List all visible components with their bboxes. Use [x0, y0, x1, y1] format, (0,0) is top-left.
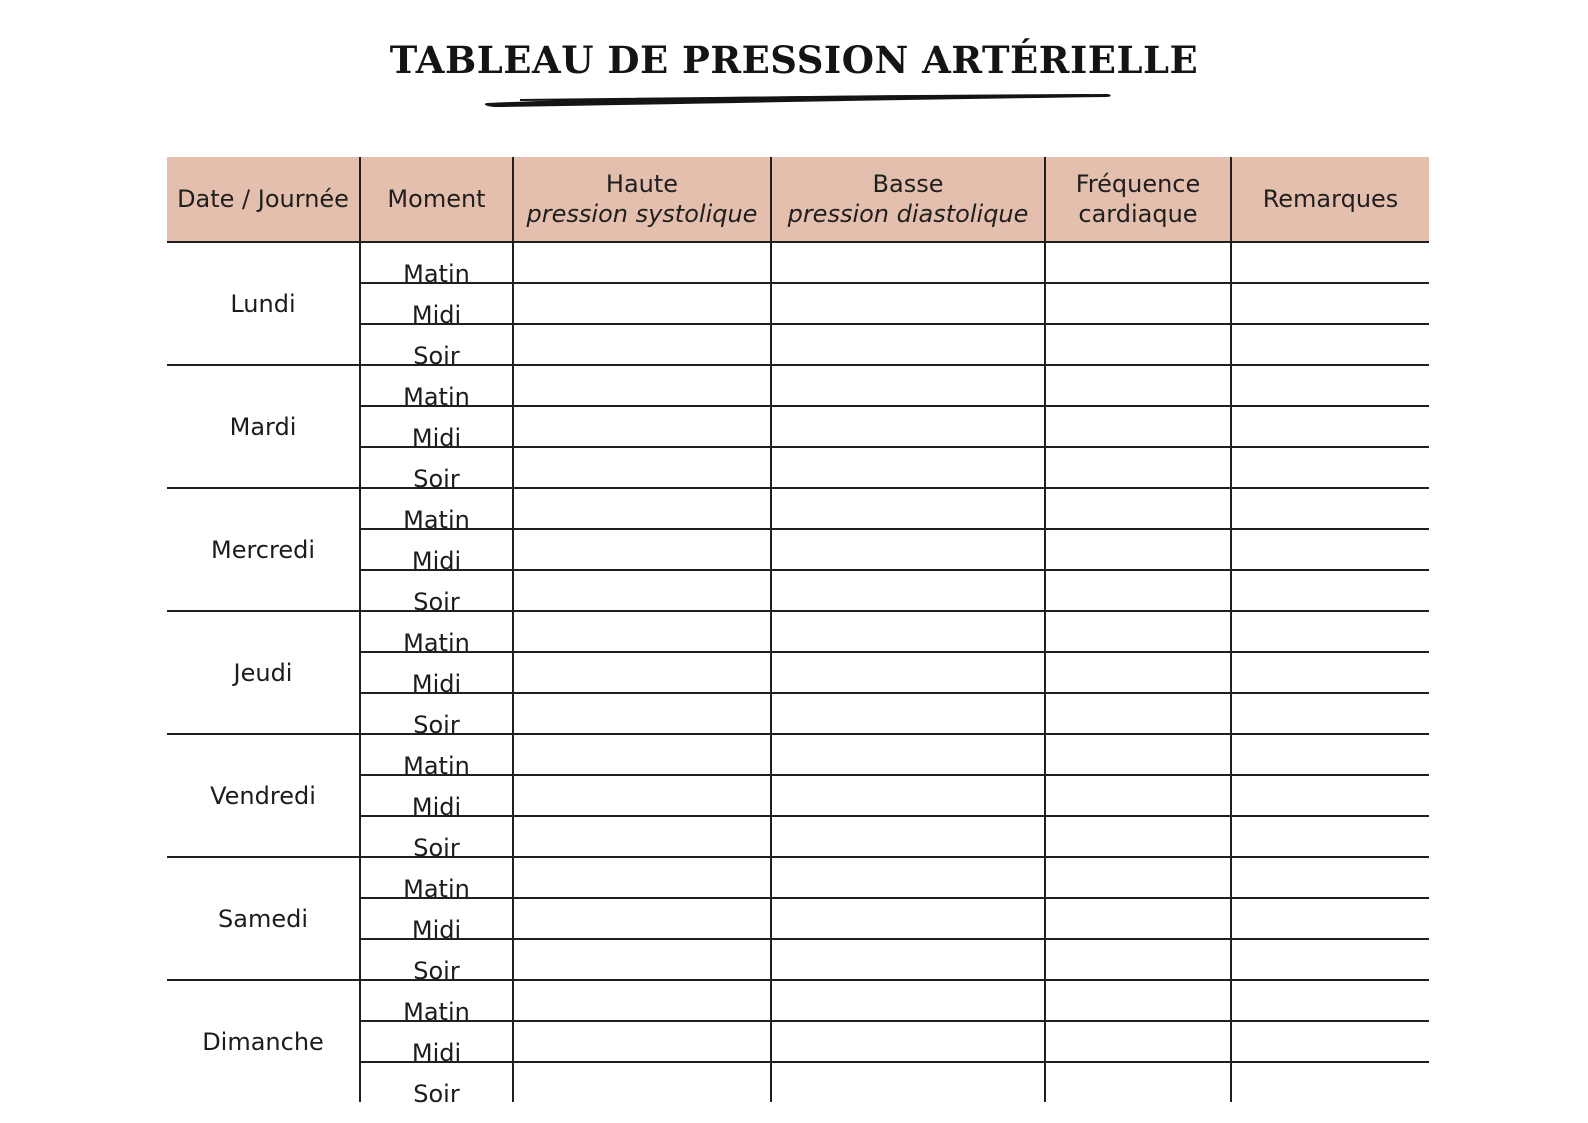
remarques-entry-cell[interactable]: [1231, 406, 1429, 447]
haute-entry-cell[interactable]: [513, 529, 771, 570]
column-header-basse-label: Basse: [872, 170, 944, 198]
remarques-entry-cell[interactable]: [1231, 529, 1429, 570]
frequence-entry-cell[interactable]: [1045, 816, 1231, 857]
basse-entry-cell[interactable]: [771, 242, 1045, 283]
moment-cell: [360, 447, 513, 493]
page-title: TABLEAU DE PRESSION ARTÉRIELLE: [389, 38, 1199, 82]
day-label: Jeudi: [233, 658, 293, 687]
haute-entry-cell[interactable]: [513, 898, 771, 939]
moment-cell: [360, 611, 513, 657]
frequence-entry-cell[interactable]: [1045, 939, 1231, 980]
haute-entry-cell[interactable]: [513, 939, 771, 980]
frequence-entry-cell[interactable]: [1045, 652, 1231, 693]
day-cell: [167, 488, 360, 611]
moment-label: Matin: [403, 260, 470, 288]
haute-entry-cell[interactable]: [513, 242, 771, 283]
remarques-entry-cell[interactable]: [1231, 242, 1429, 283]
basse-entry-cell[interactable]: [771, 775, 1045, 816]
blood-pressure-table: [167, 157, 1429, 1108]
table-header-row: [167, 157, 1429, 242]
moment-label: Midi: [411, 1039, 462, 1067]
remarques-entry-cell[interactable]: [1231, 488, 1429, 529]
day-label: Mercredi: [210, 535, 315, 564]
moment-label: Soir: [413, 834, 460, 862]
moment-cell: [360, 816, 513, 862]
basse-entry-cell[interactable]: [771, 652, 1045, 693]
day-cell: [167, 611, 360, 734]
remarques-entry-cell[interactable]: [1231, 570, 1429, 611]
frequence-entry-cell[interactable]: [1045, 365, 1231, 406]
frequence-entry-cell[interactable]: [1045, 406, 1231, 447]
moment-label: Matin: [403, 998, 470, 1026]
table-row: [167, 857, 1429, 898]
remarques-entry-cell[interactable]: [1231, 693, 1429, 734]
frequence-entry-cell[interactable]: [1045, 242, 1231, 283]
table-row: [167, 734, 1429, 775]
remarques-entry-cell[interactable]: [1231, 1062, 1429, 1102]
day-label: Dimanche: [202, 1027, 324, 1056]
frequence-entry-cell[interactable]: [1045, 283, 1231, 324]
haute-entry-cell[interactable]: [513, 652, 771, 693]
moment-label: Matin: [403, 506, 470, 534]
table-body: [167, 242, 1429, 1108]
moment-cell: [360, 980, 513, 1026]
frequence-entry-cell[interactable]: [1045, 1021, 1231, 1062]
moment-cell: [360, 529, 513, 575]
basse-entry-cell[interactable]: [771, 570, 1045, 611]
basse-entry-cell[interactable]: [771, 324, 1045, 365]
remarques-entry-cell[interactable]: [1231, 611, 1429, 652]
haute-entry-cell[interactable]: [513, 1062, 771, 1102]
haute-entry-cell[interactable]: [513, 980, 771, 1021]
basse-entry-cell[interactable]: [771, 857, 1045, 898]
moment-cell: [360, 1062, 513, 1108]
column-header-frequence: [1045, 157, 1231, 242]
frequence-entry-cell[interactable]: [1045, 857, 1231, 898]
column-header-moment: [360, 157, 513, 242]
day-label: Vendredi: [210, 781, 316, 810]
haute-entry-cell[interactable]: [513, 693, 771, 734]
haute-entry-cell[interactable]: [513, 365, 771, 406]
basse-entry-cell[interactable]: [771, 816, 1045, 857]
haute-entry-cell[interactable]: [513, 857, 771, 898]
moment-cell: [360, 734, 513, 780]
remarques-entry-cell[interactable]: [1231, 283, 1429, 324]
remarques-entry-cell[interactable]: [1231, 365, 1429, 406]
frequence-entry-cell[interactable]: [1045, 488, 1231, 529]
frequence-entry-cell[interactable]: [1045, 980, 1231, 1021]
basse-entry-cell[interactable]: [771, 283, 1045, 324]
haute-entry-cell[interactable]: [513, 816, 771, 857]
basse-entry-cell[interactable]: [771, 693, 1045, 734]
column-header-remarques: [1231, 157, 1429, 242]
frequence-entry-cell[interactable]: [1045, 570, 1231, 611]
column-header-remarques-label: Remarques: [1262, 185, 1399, 213]
basse-entry-cell[interactable]: [771, 447, 1045, 488]
day-label: Samedi: [218, 904, 308, 933]
basse-entry-cell[interactable]: [771, 1021, 1045, 1062]
day-cell: [167, 242, 360, 365]
moment-label: Midi: [411, 916, 462, 944]
moment-label: Soir: [413, 1080, 460, 1108]
basse-entry-cell[interactable]: [771, 488, 1045, 529]
haute-entry-cell[interactable]: [513, 611, 771, 652]
basse-entry-cell[interactable]: [771, 529, 1045, 570]
moment-cell: [360, 488, 513, 534]
column-header-frequence-line1: Fréquence: [1075, 170, 1201, 198]
moment-cell: [360, 1021, 513, 1067]
moment-label: Soir: [413, 711, 460, 739]
remarques-entry-cell[interactable]: [1231, 324, 1429, 365]
haute-entry-cell[interactable]: [513, 447, 771, 488]
frequence-entry-cell[interactable]: [1045, 1062, 1231, 1102]
remarques-entry-cell[interactable]: [1231, 898, 1429, 939]
moment-label: Midi: [411, 547, 462, 575]
moment-label: Matin: [403, 383, 470, 411]
frequence-entry-cell[interactable]: [1045, 611, 1231, 652]
moment-label: Soir: [413, 342, 460, 370]
day-cell: [167, 365, 360, 488]
moment-label: Midi: [411, 424, 462, 452]
column-header-basse-sub: pression diastolique: [787, 200, 1029, 228]
remarques-entry-cell[interactable]: [1231, 775, 1429, 816]
frequence-entry-cell[interactable]: [1045, 734, 1231, 775]
haute-entry-cell[interactable]: [513, 1021, 771, 1062]
day-cell: [167, 857, 360, 980]
frequence-entry-cell[interactable]: [1045, 324, 1231, 365]
column-header-haute-sub: pression systolique: [526, 200, 758, 228]
column-header-moment-label: Moment: [387, 185, 486, 213]
column-header-date: [167, 157, 360, 242]
day-label: Lundi: [230, 289, 296, 318]
haute-entry-cell[interactable]: [513, 324, 771, 365]
column-header-haute: [513, 157, 771, 242]
haute-entry-cell[interactable]: [513, 406, 771, 447]
moment-cell: [360, 857, 513, 903]
remarques-entry-cell[interactable]: [1231, 1021, 1429, 1062]
moment-label: Soir: [413, 465, 460, 493]
day-cell: [167, 734, 360, 857]
table-row: [167, 488, 1429, 529]
moment-cell: [360, 283, 513, 329]
day-label: Mardi: [229, 412, 297, 441]
moment-cell: [360, 652, 513, 698]
column-header-haute-label: Haute: [605, 170, 679, 198]
brush-stroke-underline: [0, 0, 1588, 130]
table-row: [167, 242, 1429, 283]
moment-cell: [360, 365, 513, 411]
haute-entry-cell[interactable]: [513, 734, 771, 775]
moment-label: Soir: [413, 588, 460, 616]
moment-cell: [360, 693, 513, 739]
remarques-entry-cell[interactable]: [1231, 980, 1429, 1021]
remarques-entry-cell[interactable]: [1231, 447, 1429, 488]
moment-cell: [360, 898, 513, 944]
basse-entry-cell[interactable]: [771, 939, 1045, 980]
day-cell: [167, 980, 360, 1102]
column-header-frequence-line2: cardiaque: [1078, 200, 1198, 228]
moment-cell: [360, 775, 513, 821]
remarques-entry-cell[interactable]: [1231, 939, 1429, 980]
table-row: [167, 611, 1429, 652]
moment-cell: [360, 242, 513, 288]
moment-label: Midi: [411, 793, 462, 821]
column-header-date-label: Date / Journée: [177, 185, 349, 213]
basse-entry-cell[interactable]: [771, 1062, 1045, 1102]
frequence-entry-cell[interactable]: [1045, 898, 1231, 939]
table-row: [167, 980, 1429, 1021]
frequence-entry-cell[interactable]: [1045, 693, 1231, 734]
haute-entry-cell[interactable]: [513, 283, 771, 324]
moment-label: Midi: [411, 670, 462, 698]
remarques-entry-cell[interactable]: [1231, 652, 1429, 693]
basse-entry-cell[interactable]: [771, 611, 1045, 652]
remarques-entry-cell[interactable]: [1231, 857, 1429, 898]
frequence-entry-cell[interactable]: [1045, 447, 1231, 488]
moment-label: Matin: [403, 752, 470, 780]
frequence-entry-cell[interactable]: [1045, 529, 1231, 570]
basse-entry-cell[interactable]: [771, 365, 1045, 406]
moment-label: Soir: [413, 957, 460, 985]
moment-label: Matin: [403, 629, 470, 657]
basse-entry-cell[interactable]: [771, 406, 1045, 447]
moment-label: Matin: [403, 875, 470, 903]
moment-cell: [360, 324, 513, 370]
haute-entry-cell[interactable]: [513, 570, 771, 611]
moment-cell: [360, 570, 513, 616]
basse-entry-cell[interactable]: [771, 980, 1045, 1021]
moment-label: Midi: [411, 301, 462, 329]
remarques-entry-cell[interactable]: [1231, 816, 1429, 857]
moment-cell: [360, 406, 513, 452]
column-header-basse: [771, 157, 1045, 242]
table-row: [167, 365, 1429, 406]
haute-entry-cell[interactable]: [513, 775, 771, 816]
basse-entry-cell[interactable]: [771, 734, 1045, 775]
frequence-entry-cell[interactable]: [1045, 775, 1231, 816]
basse-entry-cell[interactable]: [771, 898, 1045, 939]
remarques-entry-cell[interactable]: [1231, 734, 1429, 775]
haute-entry-cell[interactable]: [513, 488, 771, 529]
moment-cell: [360, 939, 513, 985]
